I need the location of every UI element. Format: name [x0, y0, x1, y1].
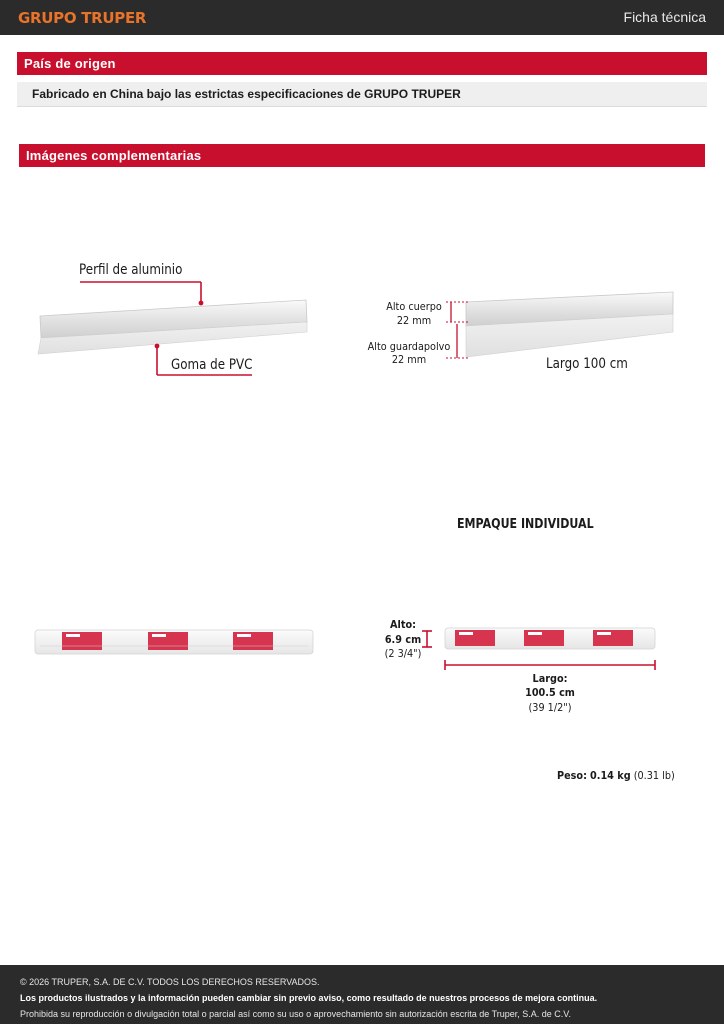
weight-value: 0.14 kg — [590, 769, 631, 782]
document-type: Ficha técnica — [623, 9, 706, 25]
label-goma-pvc: Goma de PVC — [171, 357, 253, 373]
label-largo: Largo 100 cm — [546, 356, 628, 372]
weight-imperial: (0.31 lb) — [633, 769, 675, 782]
weight-label: Peso: — [557, 769, 587, 782]
value-package-largo-imperial: (39 1/2") — [528, 701, 572, 714]
label-perfil-aluminio: Perfil de aluminio — [79, 262, 183, 278]
footer-notice: Los productos ilustrados y la información pueden cambiar sin previo aviso, como resultado de nuestros procesos de mejora continua. — [20, 993, 598, 1003]
value-alto-cuerpo: 22 mm — [396, 314, 432, 327]
images-section-header: Imágenes complementarias — [19, 144, 705, 167]
package-image — [35, 630, 313, 654]
label-alto-guardapolvo: Alto guardapolvo — [367, 340, 451, 353]
value-package-alto: 6.9 cm — [384, 633, 422, 646]
value-alto-guardapolvo: 22 mm — [391, 353, 427, 366]
label-package-alto: Alto: — [390, 618, 416, 631]
door-sweep-dimensions-image — [446, 292, 673, 358]
package-weight — [557, 769, 675, 782]
footer-prohibition: Prohibida su reproducción o divulgación total o parcial así como su uso o aprovechamiento sin autorización escrita de Truper, S.A. de C.V. — [20, 1009, 571, 1019]
origin-section-header: País de origen — [17, 52, 707, 75]
package-dimensions-image — [422, 628, 655, 670]
value-package-alto-imperial: (2 3/4") — [384, 647, 422, 660]
packaging-title: EMPAQUE INDIVIDUAL — [457, 517, 594, 532]
value-package-largo: 100.5 cm — [525, 686, 575, 699]
brand-logo: GRUPO TRUPER — [18, 9, 147, 27]
origin-text: Fabricado en China bajo las estrictas especificaciones de GRUPO TRUPER — [17, 82, 707, 107]
footer-copyright: © 2026 TRUPER, S.A. DE C.V. TODOS LOS DERECHOS RESERVADOS. — [20, 977, 320, 987]
label-package-largo: Largo: — [532, 672, 568, 685]
footer — [0, 965, 724, 1024]
label-alto-cuerpo: Alto cuerpo — [386, 300, 442, 313]
